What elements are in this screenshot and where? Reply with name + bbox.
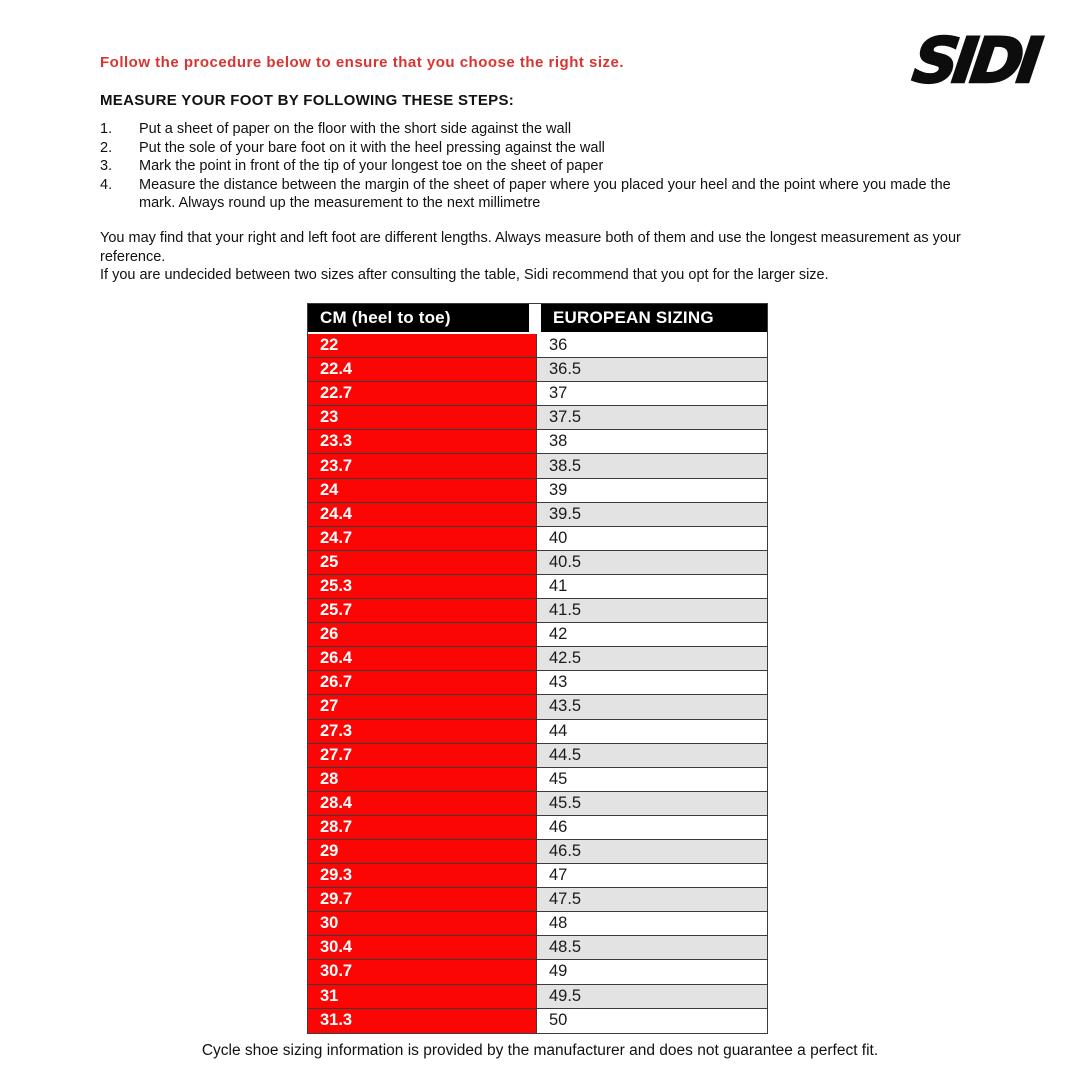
cell-eu-size-value: 43.5 — [537, 695, 767, 718]
table-row — [308, 792, 767, 816]
cell-eu-size-value: 47 — [537, 864, 767, 887]
cell-eu-size-value: 36.5 — [537, 358, 767, 381]
cell-eu-size-value: 50 — [537, 1009, 767, 1033]
cell-eu-size-value: 40 — [537, 527, 767, 550]
cell-cm-value: 23.3 — [308, 430, 537, 453]
cell-eu-size-value: 49.5 — [537, 985, 767, 1008]
step-item — [100, 176, 1000, 213]
step-number: 3. — [100, 158, 113, 175]
step-text: Measure the distance between the margin of the sheet of paper where you placed your heel and the point where you made the mark. Always round up the measurement to the next millimetre — [139, 176, 951, 212]
cell-eu-size-value: 44 — [537, 720, 767, 743]
cell-eu-size-value: 48.5 — [537, 936, 767, 959]
cell-eu-size-value: 38.5 — [537, 454, 767, 477]
cell-cm-value: 28.4 — [308, 792, 537, 815]
table-row — [308, 599, 767, 623]
cell-cm-value: 31 — [308, 985, 537, 1008]
notes-block — [100, 229, 1010, 285]
cell-cm-value: 26.7 — [308, 671, 537, 694]
cell-cm-value: 24.4 — [308, 503, 537, 526]
table-row — [308, 1009, 767, 1033]
cell-eu-size-value: 37 — [537, 382, 767, 405]
cell-cm-value: 22 — [308, 334, 537, 357]
step-text: Mark the point in front of the tip of your longest toe on the sheet of paper — [139, 158, 604, 175]
cell-cm-value: 29.7 — [308, 888, 537, 911]
cell-eu-size-value: 47.5 — [537, 888, 767, 911]
table-row — [308, 358, 767, 382]
note-paragraph-measure-both: You may find that your right and left foot are different lengths. Always measure both of them and use the longest measurement as your reference. — [100, 230, 961, 265]
size-conversion-table — [307, 303, 768, 1034]
table-row — [308, 479, 767, 503]
table-row — [308, 816, 767, 840]
table-row — [308, 671, 767, 695]
table-row — [308, 334, 767, 358]
cell-eu-size-value: 38 — [537, 430, 767, 453]
step-number: 1. — [100, 121, 113, 137]
cell-eu-size-value: 41.5 — [537, 599, 767, 622]
steps-list — [100, 120, 1000, 213]
sidi-logo: SIDI — [908, 24, 1042, 97]
table-row — [308, 695, 767, 719]
cell-eu-size-value: 46 — [537, 816, 767, 839]
cell-eu-size-value: 44.5 — [537, 744, 767, 767]
cell-cm-value: 31.3 — [308, 1009, 537, 1033]
cell-cm-value: 24.7 — [308, 527, 537, 550]
step-item — [100, 120, 1000, 139]
step-number: 4. — [100, 176, 113, 193]
step-number: 2. — [100, 139, 113, 156]
cell-cm-value: 29 — [308, 840, 537, 863]
table-row — [308, 840, 767, 864]
cell-eu-size-value: 49 — [537, 960, 767, 983]
cell-cm-value: 29.3 — [308, 864, 537, 887]
cell-eu-size-value: 43 — [537, 671, 767, 694]
cell-cm-value: 26.4 — [308, 647, 537, 670]
cell-cm-value: 30 — [308, 912, 537, 935]
table-row — [308, 454, 767, 478]
cell-eu-size-value: 42.5 — [537, 647, 767, 670]
table-row — [308, 406, 767, 430]
cell-eu-size-value: 39 — [537, 479, 767, 502]
table-row — [308, 864, 767, 888]
column-header-european-sizing: EUROPEAN SIZING — [537, 304, 767, 332]
table-row — [308, 912, 767, 936]
cell-cm-value: 23.7 — [308, 454, 537, 477]
cell-cm-value: 25 — [308, 551, 537, 574]
table-row — [308, 720, 767, 744]
table-row — [308, 888, 767, 912]
cell-eu-size-value: 42 — [537, 623, 767, 646]
table-row — [308, 768, 767, 792]
table-row — [308, 551, 767, 575]
cell-cm-value: 22.7 — [308, 382, 537, 405]
table-row — [308, 744, 767, 768]
cell-eu-size-value: 46.5 — [537, 840, 767, 863]
table-header-row — [308, 304, 767, 334]
cell-eu-size-value: 39.5 — [537, 503, 767, 526]
cell-eu-size-value: 45.5 — [537, 792, 767, 815]
cell-eu-size-value: 37.5 — [537, 406, 767, 429]
table-body — [308, 334, 767, 1033]
intro-heading: Follow the procedure below to ensure that you choose the right size. — [100, 54, 625, 71]
table-row — [308, 382, 767, 406]
cell-cm-value: 27 — [308, 695, 537, 718]
cell-cm-value: 28 — [308, 768, 537, 791]
table-row — [308, 623, 767, 647]
table-row — [308, 575, 767, 599]
step-item — [100, 139, 1000, 158]
cell-eu-size-value: 45 — [537, 768, 767, 791]
cell-cm-value: 30.4 — [308, 936, 537, 959]
table-row — [308, 430, 767, 454]
cell-eu-size-value: 40.5 — [537, 551, 767, 574]
table-row — [308, 503, 767, 527]
table-row — [308, 527, 767, 551]
table-row — [308, 936, 767, 960]
column-header-cm: CM (heel to toe) — [308, 304, 537, 332]
cell-cm-value: 27.3 — [308, 720, 537, 743]
step-text: Put the sole of your bare foot on it with the heel pressing against the wall — [139, 139, 605, 156]
cell-eu-size-value: 36 — [537, 334, 767, 357]
cell-eu-size-value: 41 — [537, 575, 767, 598]
cell-cm-value: 23 — [308, 406, 537, 429]
table-row — [308, 985, 767, 1009]
cell-cm-value: 27.7 — [308, 744, 537, 767]
table-row — [308, 647, 767, 671]
cell-cm-value: 25.3 — [308, 575, 537, 598]
cell-cm-value: 28.7 — [308, 816, 537, 839]
cell-cm-value: 26 — [308, 623, 537, 646]
note-paragraph-larger-size: If you are undecided between two sizes after consulting the table, Sidi recommend that you opt for the larger size. — [100, 267, 829, 284]
cell-cm-value: 30.7 — [308, 960, 537, 983]
step-text: Put a sheet of paper on the floor with the short side against the wall — [139, 121, 572, 137]
table-row — [308, 960, 767, 984]
steps-title: MEASURE YOUR FOOT BY FOLLOWING THESE STEPS: — [100, 92, 515, 109]
cell-cm-value: 25.7 — [308, 599, 537, 622]
cell-cm-value: 24 — [308, 479, 537, 502]
step-item — [100, 157, 1000, 176]
footer-disclaimer: Cycle shoe sizing information is provided by the manufacturer and does not guarantee a perfect fit. — [201, 1042, 879, 1059]
cell-cm-value: 22.4 — [308, 358, 537, 381]
cell-eu-size-value: 48 — [537, 912, 767, 935]
